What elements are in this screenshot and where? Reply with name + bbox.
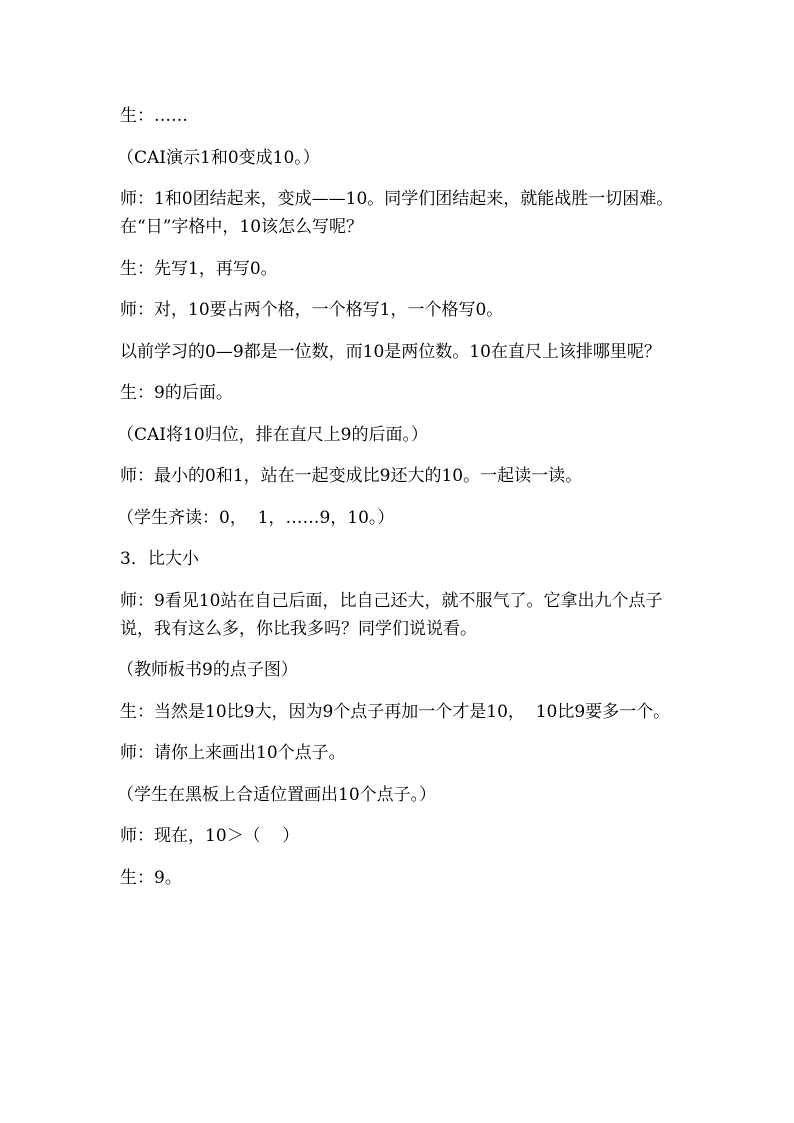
section-heading-compare: 3．比大小	[120, 549, 199, 569]
paragraph-student-ellipsis: 生：……	[120, 106, 188, 126]
paragraph-student-ten-bigger: 生：当然是10比9大，因为9个点子再加一个才是10， 10比9要多一个。	[120, 701, 671, 722]
paragraph-student-after-nine: 生：9的后面。	[120, 383, 233, 403]
paragraph-student-draws: （学生在黑板上合适位置画出10个点子。）	[117, 784, 437, 805]
paragraph-student-answer-nine: 生：9。	[120, 867, 182, 888]
paragraph-teacher-nine-dots: 师：9看见10站在自己后面，比自己还大，就不服气了。它拿出九个点子说，我有这么多，你比我多吗？同学们说说看。	[120, 590, 663, 639]
paragraph-students-read: （学生齐读：0， 1，……9，10。）	[117, 507, 395, 528]
paragraph-cai-ruler: （CAI将10归位，排在直尺上9的后面。）	[117, 424, 428, 445]
paragraph-teacher-two-cells: 师：对，10要占两个格，一个格写1，一个格写0。	[120, 300, 504, 320]
paragraph-cai-demo: （CAI演示1和0变成10。）	[117, 147, 320, 168]
paragraph-teacher-draw-ten: 师：请你上来画出10个点子。	[120, 743, 346, 763]
paragraph-teacher-compare-blank: 师：现在，10＞（ ）	[120, 826, 300, 846]
paragraph-teacher-read-together: 师：最小的0和1，站在一起变成比9还大的10。一起读一读。	[120, 466, 583, 486]
paragraph-student-write-order: 生：先写1，再写0。	[120, 258, 278, 279]
paragraph-two-digit-number: 以前学习的0—9都是一位数，而10是两位数。10在直尺上该排哪里呢？	[120, 341, 661, 362]
paragraph-board-dots: （教师板书9的点子图）	[117, 660, 298, 680]
paragraph-teacher-unite: 师：1和0团结起来，变成——10。同学们团结起来，就能战胜一切困难。在“日”字格中，10该怎么写呢？	[120, 189, 674, 237]
document-body	[117, 102, 686, 905]
